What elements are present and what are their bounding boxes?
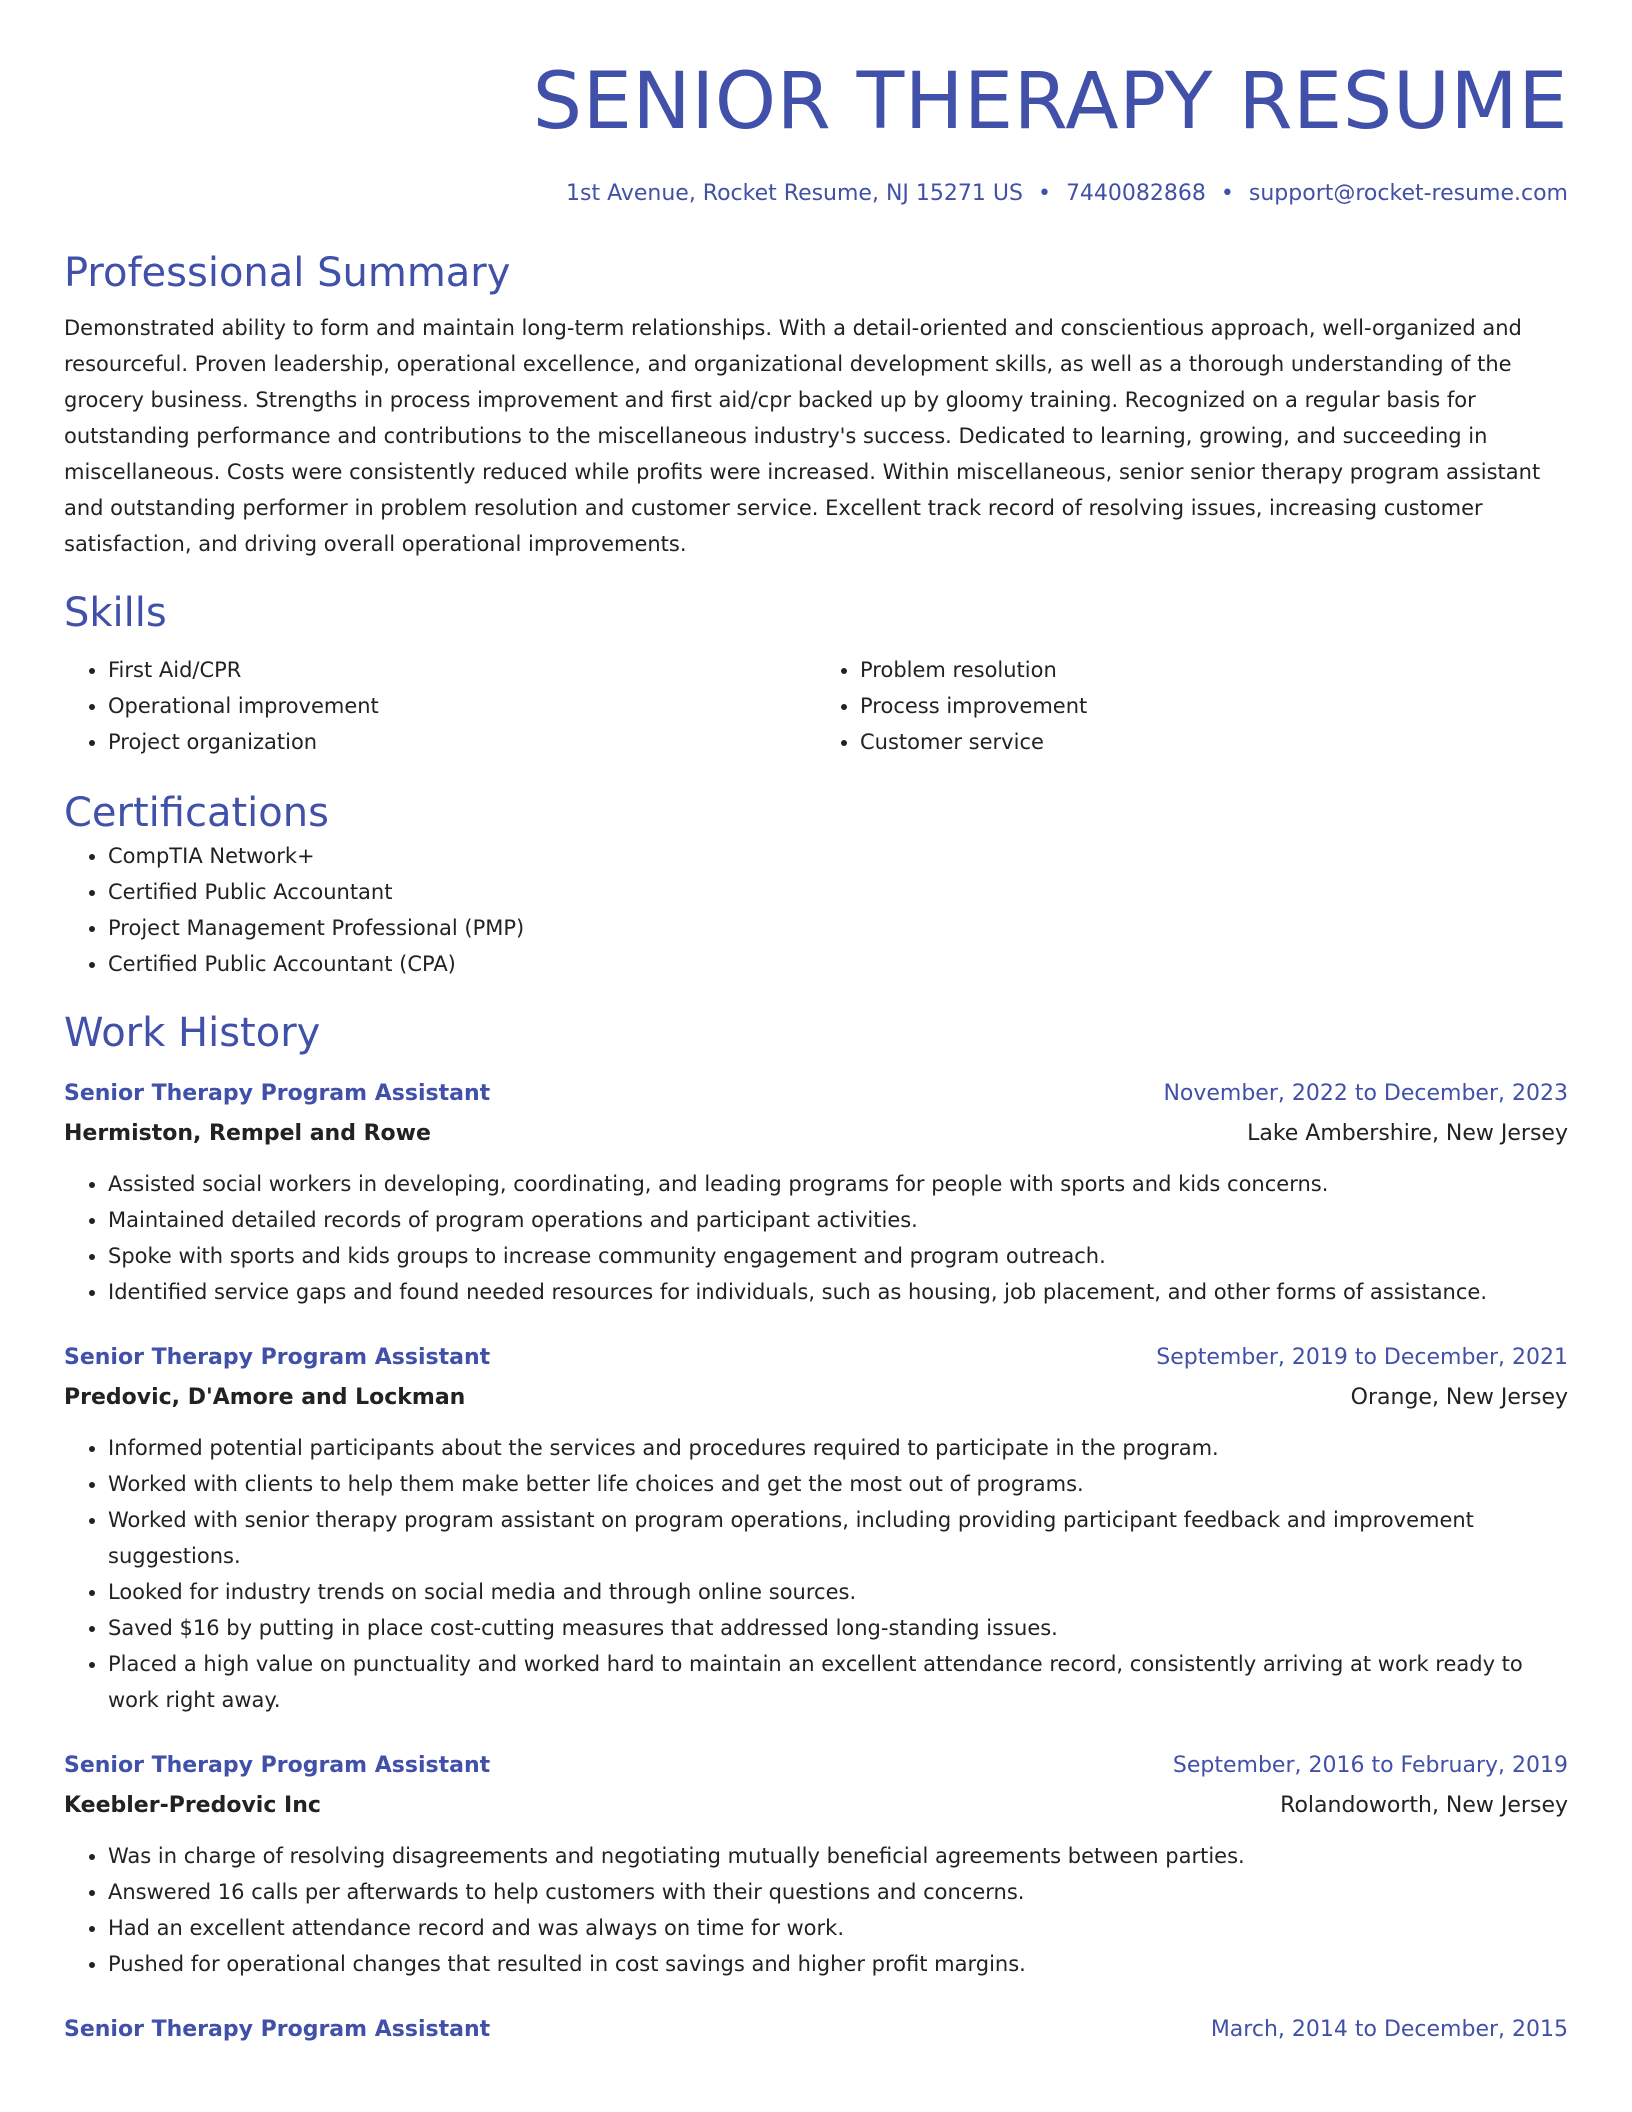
job-title-row (64, 1338, 1568, 1378)
job-duties-list (64, 1430, 1568, 1718)
job-title-row (64, 1746, 1568, 1786)
job-location: Orange, New Jersey (1350, 1385, 1568, 1410)
resume-header (64, 0, 1568, 210)
job-duty-item: • Placed a high value on punctuality and worked hard to maintain an excellent attendance record, consistently arriving at work ready to work right away. (108, 1646, 1568, 1718)
job-title: Senior Therapy Program Assistant (64, 1345, 491, 1370)
job-company: Predovic, D'Amore and Lockman (64, 1385, 466, 1410)
skill-item: • Project organization (108, 724, 816, 760)
job-company: Hermiston, Rempel and Rowe (64, 1121, 431, 1146)
skill-item: • Process improvement (860, 688, 1568, 724)
section-title-work-history: Work History (64, 1010, 321, 1056)
skill-item: • Problem resolution (860, 652, 1568, 688)
contact-separator: • (1037, 181, 1051, 206)
job-entry (64, 1074, 1568, 1310)
job-duties-list (64, 1166, 1568, 1310)
certification-item: • Certified Public Accountant (CPA) (108, 946, 1568, 982)
contact-phone: 7440082868 (1065, 181, 1206, 206)
skill-item: • Customer service (860, 724, 1568, 760)
contact-separator: • (1220, 181, 1234, 206)
job-duty-item: • Maintained detailed records of program operations and participant activities. (108, 1202, 1568, 1238)
section-title-certifications: Certifications (64, 790, 329, 836)
job-dates: November, 2022 to December, 2023 (1163, 1081, 1568, 1106)
job-title: Senior Therapy Program Assistant (64, 1753, 491, 1778)
certification-item: • Certified Public Accountant (108, 874, 1568, 910)
job-company: Keebler-Predovic Inc (64, 1793, 321, 1818)
job-duty-item: • Had an excellent attendance record and was always on time for work. (108, 1910, 1568, 1946)
job-duty-item: • Assisted social workers in developing, coordinating, and leading programs for people with sports and kids concerns. (108, 1166, 1568, 1202)
job-company-row (64, 1114, 1568, 1154)
skill-item: • Operational improvement (108, 688, 816, 724)
job-dates: September, 2016 to February, 2019 (1172, 1753, 1568, 1778)
job-location: Rolandoworth, New Jersey (1280, 1793, 1568, 1818)
job-company-row (64, 1786, 1568, 1826)
certifications-list (64, 838, 1568, 982)
job-duty-item: • Worked with senior therapy program assistant on program operations, including providing participant feedback and improvement suggestions. (108, 1502, 1568, 1574)
section-title-skills: Skills (64, 590, 167, 636)
certifications-section (64, 788, 1568, 982)
certification-item: • Project Management Professional (PMP) (108, 910, 1568, 946)
skill-item: • First Aid/CPR (108, 652, 816, 688)
skills-list-left (64, 652, 816, 760)
job-duty-item: • Looked for industry trends on social media and through online sources. (108, 1574, 1568, 1610)
job-duty-item: • Was in charge of resolving disagreements and negotiating mutually beneficial agreements between parties. (108, 1838, 1568, 1874)
job-title: Senior Therapy Program Assistant (64, 2017, 491, 2042)
job-duty-item: • Worked with clients to help them make better life choices and get the most out of programs. (108, 1466, 1568, 1502)
skills-grid (64, 652, 1568, 760)
summary-text: Demonstrated ability to form and maintain long-term relationships. With a detail-oriented and conscientious approach, well-organized and resourceful. Proven leadership, operational excellence, and organizational development skills, as well as a thorough understanding of the grocery business. Strengths in process improvement and first aid/cpr backed up by gloomy training. Recognized on a regular basis for outstanding performance and contributions to the miscellaneous industry's success. Dedicated to learning, growing, and succeeding in miscellaneous. Costs were consistently reduced while profits were increased. Within miscellaneous, senior senior therapy program assistant and outstanding performer in problem resolution and customer service. Excellent track record of resolving issues, increasing customer satisfaction, and driving overall operational improvements. (64, 316, 1541, 556)
job-dates: September, 2019 to December, 2021 (1156, 1345, 1568, 1370)
professional-summary-section (64, 248, 1568, 562)
contact-address: 1st Avenue, Rocket Resume, NJ 15271 US (566, 181, 1023, 206)
job-dates: March, 2014 to December, 2015 (1210, 2017, 1568, 2042)
section-title-summary: Professional Summary (64, 250, 511, 296)
contact-email[interactable]: support@rocket-resume.com (1248, 181, 1568, 206)
job-duty-item: • Answered 16 calls per afterwards to help customers with their questions and concerns. (108, 1874, 1568, 1910)
skills-section (64, 588, 1568, 760)
job-company-row (64, 1378, 1568, 1418)
job-duties-list (64, 1838, 1568, 1982)
job-duty-item: • Identified service gaps and found needed resources for individuals, such as housing, job placement, and other forms of assistance. (108, 1274, 1568, 1310)
job-duty-item: • Saved $16 by putting in place cost-cutting measures that addressed long-standing issues. (108, 1610, 1568, 1646)
job-entry (64, 1338, 1568, 1718)
job-location: Lake Ambershire, New Jersey (1247, 1121, 1568, 1146)
job-title-row (64, 2010, 1568, 2050)
skills-list-right (816, 652, 1568, 760)
certification-item: • CompTIA Network+ (108, 838, 1568, 874)
job-title: Senior Therapy Program Assistant (64, 1081, 491, 1106)
job-entry (64, 2010, 1568, 2050)
job-duty-item: • Pushed for operational changes that resulted in cost savings and higher profit margins. (108, 1946, 1568, 1982)
resume-name: SENIOR THERAPY RESUME (532, 57, 1568, 147)
job-duty-item: • Informed potential participants about the services and procedures required to participate in the program. (108, 1430, 1568, 1466)
contact-line (64, 178, 1568, 210)
work-history-section (64, 1008, 1568, 2050)
job-duty-item: • Spoke with sports and kids groups to increase community engagement and program outreach. (108, 1238, 1568, 1274)
job-entry (64, 1746, 1568, 1982)
job-title-row (64, 1074, 1568, 1114)
